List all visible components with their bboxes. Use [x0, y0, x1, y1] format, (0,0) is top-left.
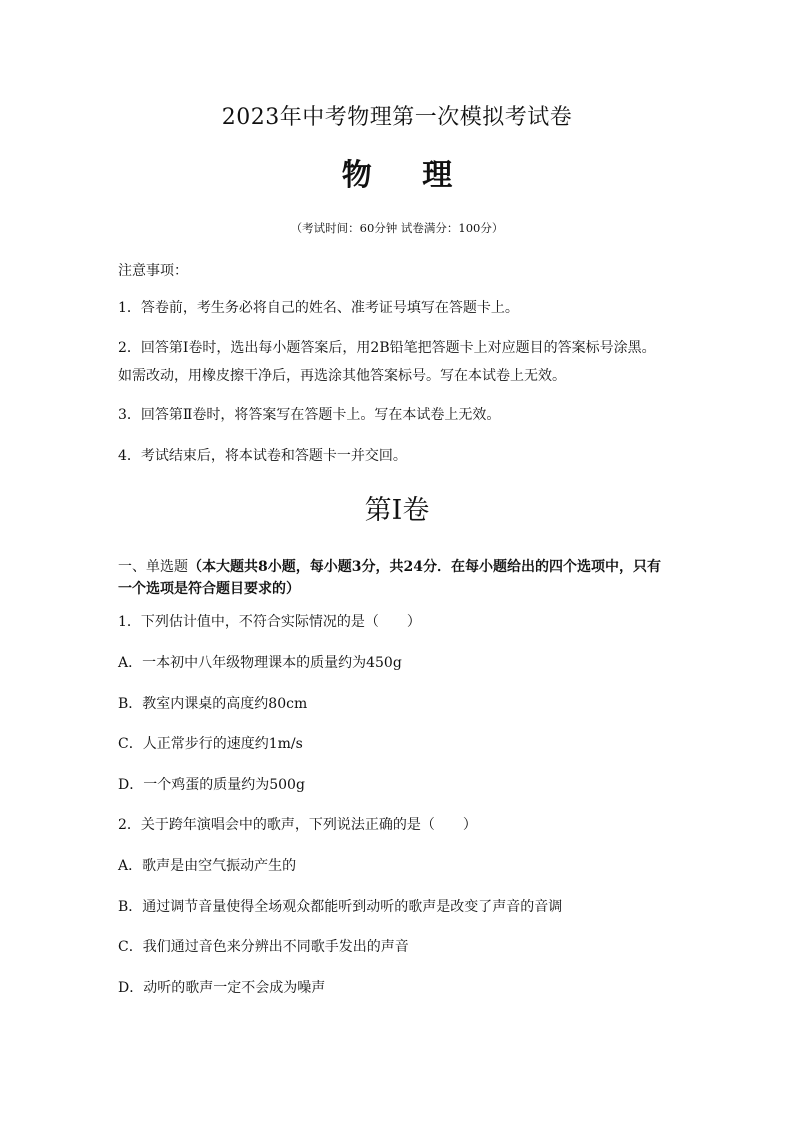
document-title: 2023年中考物理第一次模拟考试卷	[221, 105, 573, 130]
part-heading-continuation: 一个选项是符合题目要求的）	[118, 581, 300, 597]
question-option: B．教室内课桌的高度约80cm	[118, 696, 308, 712]
question-option: B．通过调节音量使得全场观众都能听到动听的歌声是改变了声音的音调	[118, 899, 563, 915]
part-heading-prefix: 一、单选题	[118, 559, 188, 575]
question-option: D．动听的歌声一定不会成为噪声	[118, 980, 326, 996]
notice-item: 3．回答第Ⅱ卷时，将答案写在答题卡上。写在本试卷上无效。	[118, 407, 501, 423]
notice-heading: 注意事项：	[118, 263, 188, 279]
exam-info: （考试时间：60分钟 试卷满分：100分）	[290, 221, 504, 235]
subject-title: 物 理	[341, 158, 473, 193]
question-option: A．一本初中八年级物理课本的质量约为450g	[118, 655, 402, 671]
part-heading	[118, 556, 661, 576]
section-title: 第Ⅰ卷	[364, 495, 430, 526]
notice-item: 4．考试结束后，将本试卷和答题卡一并交回。	[118, 448, 407, 464]
notice-item: 2．回答第Ⅰ卷时，选出每小题答案后，用2B铅笔把答题卡上对应题目的答案标号涂黑。	[118, 340, 656, 356]
question-option: C．人正常步行的速度约1m/s	[118, 736, 303, 752]
question-stem: 1．下列估计值中，不符合实际情况的是（ ）	[118, 614, 421, 630]
notice-item-continuation: 如需改动，用橡皮擦干净后，再选涂其他答案标号。写在本试卷上无效。	[118, 368, 566, 384]
question-option: D．一个鸡蛋的质量约为500g	[118, 777, 305, 793]
question-option: C．我们通过音色来分辨出不同歌手发出的声音	[118, 939, 409, 955]
question-option: A．歌声是由空气振动产生的	[118, 858, 297, 874]
part-heading-instructions: （本大题共8小题，每小题3分，共24分．在每小题给出的四个选项中，只有	[188, 559, 661, 575]
notice-item: 1．答卷前，考生务必将自己的姓名、准考证号填写在答题卡上。	[118, 300, 519, 316]
question-stem: 2．关于跨年演唱会中的歌声，下列说法正确的是（ ）	[118, 817, 477, 833]
